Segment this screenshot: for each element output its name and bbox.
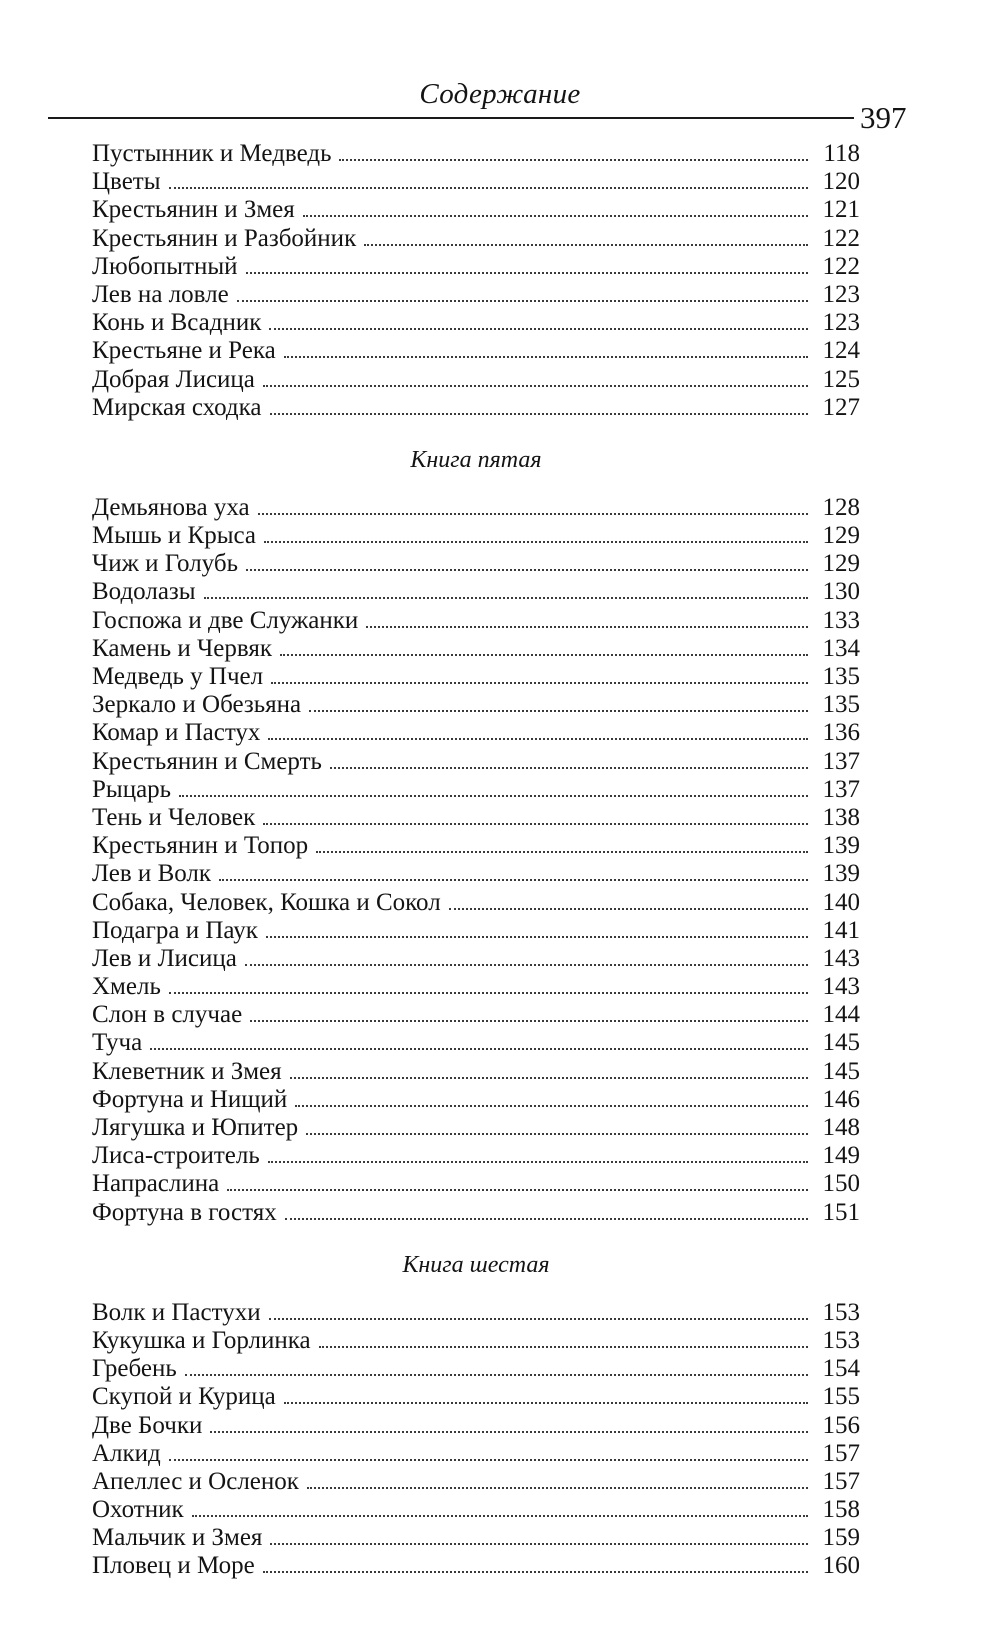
entry-page-number: 127 xyxy=(822,393,860,421)
dot-leader xyxy=(284,356,808,358)
entry-page-number: 137 xyxy=(822,775,860,803)
toc-entry xyxy=(92,337,860,365)
toc-entry xyxy=(92,1383,860,1411)
toc-entry xyxy=(92,719,860,747)
entry-page-number: 148 xyxy=(822,1114,860,1141)
entry-page-number: 158 xyxy=(822,1496,860,1524)
toc-entry xyxy=(92,309,860,337)
entry-title: Любопытный xyxy=(92,252,238,280)
entry-title: Кукушка и Горлинка xyxy=(92,1326,311,1354)
entry-title: Фортуна и Нищий xyxy=(92,1085,288,1113)
dot-leader xyxy=(192,1515,808,1517)
toc-entry xyxy=(92,1299,860,1327)
entry-page-number: 124 xyxy=(822,337,860,365)
entry-page-number: 125 xyxy=(822,365,860,393)
entry-title: Лев и Лисица xyxy=(92,944,237,972)
toc-entry xyxy=(92,1524,860,1552)
entry-title: Скупой и Курица xyxy=(92,1383,276,1411)
toc-entry xyxy=(92,691,860,719)
dot-leader xyxy=(263,823,808,825)
dot-leader xyxy=(316,851,808,853)
entry-title: Хмель xyxy=(92,973,161,1001)
toc-entry xyxy=(92,1552,860,1580)
dot-leader xyxy=(270,1543,808,1545)
entry-page-number: 154 xyxy=(822,1355,860,1383)
toc-entry xyxy=(92,494,860,522)
dot-leader xyxy=(268,1161,808,1163)
dot-leader xyxy=(268,738,808,740)
toc-entry xyxy=(92,860,860,888)
entry-title: Демьянова уха xyxy=(92,493,250,521)
dot-leader xyxy=(280,654,808,656)
entry-page-number: 155 xyxy=(822,1383,860,1411)
dot-leader xyxy=(204,597,808,599)
dot-leader xyxy=(269,1318,808,1320)
dot-leader xyxy=(179,795,808,797)
entry-page-number: 150 xyxy=(822,1170,860,1198)
dot-leader xyxy=(285,1218,808,1220)
entry-page-number: 129 xyxy=(822,522,860,550)
dot-leader xyxy=(237,300,808,302)
toc-entry xyxy=(92,607,860,635)
dot-leader xyxy=(246,272,808,274)
entry-page-number: 145 xyxy=(822,1029,860,1057)
dot-leader xyxy=(150,1048,808,1050)
entry-title: Гребень xyxy=(92,1355,177,1383)
toc-entry xyxy=(92,635,860,663)
toc-entry xyxy=(92,1440,860,1468)
toc-entry-list xyxy=(92,494,860,1227)
dot-leader xyxy=(269,328,808,330)
dot-leader xyxy=(319,1346,808,1348)
toc-entry-list xyxy=(92,1299,860,1581)
toc-entry xyxy=(92,1355,860,1383)
entry-page-number: 143 xyxy=(822,944,860,972)
toc-entry xyxy=(92,1468,860,1496)
entry-title: Пловец и Море xyxy=(92,1552,255,1580)
dot-leader xyxy=(169,1459,808,1461)
entry-title: Тень и Человек xyxy=(92,803,256,831)
dot-leader xyxy=(258,513,808,515)
entry-page-number: 153 xyxy=(822,1326,860,1354)
dot-leader xyxy=(295,1105,808,1107)
entry-page-number: 151 xyxy=(822,1198,860,1226)
entry-page-number: 137 xyxy=(822,747,860,775)
entry-title: Апеллес и Осленок xyxy=(92,1467,299,1495)
toc-entry xyxy=(92,522,860,550)
header-rule xyxy=(48,117,854,119)
entry-page-number: 145 xyxy=(822,1057,860,1085)
toc-entry xyxy=(92,917,860,945)
entry-title: Добрая Лисица xyxy=(92,365,255,393)
entry-page-number: 123 xyxy=(822,280,860,308)
table-of-contents xyxy=(92,140,860,1581)
toc-entry xyxy=(92,1199,860,1227)
toc-entry xyxy=(92,1142,860,1170)
entry-page-number: 122 xyxy=(822,252,860,280)
entry-title: Мышь и Крыса xyxy=(92,522,257,550)
entry-page-number: 139 xyxy=(822,832,860,860)
entry-page-number: 121 xyxy=(822,196,860,224)
toc-entry xyxy=(92,663,860,691)
entry-page-number: 135 xyxy=(822,691,860,719)
entry-title: Цветы xyxy=(92,168,161,196)
toc-entry xyxy=(92,776,860,804)
entry-page-number: 129 xyxy=(822,550,860,578)
entry-page-number: 138 xyxy=(822,803,860,831)
toc-entry xyxy=(92,1001,860,1029)
dot-leader xyxy=(309,710,808,712)
dot-leader xyxy=(284,1402,808,1404)
entry-page-number: 149 xyxy=(822,1142,860,1170)
entry-page-number: 136 xyxy=(822,719,860,747)
entry-page-number: 156 xyxy=(822,1411,860,1439)
entry-title: Лев и Волк xyxy=(92,860,212,888)
entry-page-number: 141 xyxy=(822,916,860,944)
entry-page-number: 143 xyxy=(822,973,860,1001)
toc-entry xyxy=(92,1058,860,1086)
entry-title: Пустынник и Медведь xyxy=(92,140,332,167)
entry-title: Камень и Червяк xyxy=(92,634,272,662)
dot-leader xyxy=(169,992,808,994)
entry-title: Собака, Человек, Кошка и Сокол xyxy=(92,888,441,916)
dot-leader xyxy=(185,1374,808,1376)
entry-title: Туча xyxy=(92,1029,143,1057)
entry-page-number: 128 xyxy=(822,493,860,521)
dot-leader xyxy=(169,187,808,189)
entry-page-number: 157 xyxy=(822,1467,860,1495)
toc-entry xyxy=(92,196,860,224)
toc-entry xyxy=(92,889,860,917)
toc-entry xyxy=(92,1029,860,1057)
dot-leader xyxy=(271,682,808,684)
entry-title: Волк и Пастухи xyxy=(92,1298,261,1326)
toc-entry xyxy=(92,945,860,973)
toc-entry xyxy=(92,748,860,776)
dot-leader xyxy=(250,1020,808,1022)
entry-title: Две Бочки xyxy=(92,1411,203,1439)
toc-entry xyxy=(92,366,860,394)
entry-page-number: 118 xyxy=(823,140,860,167)
dot-leader xyxy=(219,879,808,881)
entry-title: Охотник xyxy=(92,1496,184,1524)
entry-title: Слон в случае xyxy=(92,1001,243,1029)
dot-leader xyxy=(364,244,808,246)
entry-page-number: 134 xyxy=(822,634,860,662)
entry-title: Лиса-строитель xyxy=(92,1142,260,1170)
entry-page-number: 133 xyxy=(822,606,860,634)
toc-entry xyxy=(92,578,860,606)
entry-title: Рыцарь xyxy=(92,775,172,803)
dot-leader xyxy=(264,541,808,543)
entry-page-number: 157 xyxy=(822,1439,860,1467)
entry-title: Чиж и Голубь xyxy=(92,550,238,578)
section-heading: Книга шестая xyxy=(402,1251,550,1278)
toc-entry xyxy=(92,973,860,1001)
entry-title: Напраслина xyxy=(92,1170,220,1198)
entry-title: Конь и Всадник xyxy=(92,309,262,337)
entry-page-number: 153 xyxy=(822,1298,860,1326)
dot-leader xyxy=(449,908,808,910)
page-number: 397 xyxy=(860,100,907,135)
toc-entry xyxy=(92,140,860,168)
toc-entry xyxy=(92,253,860,281)
entry-title: Клеветник и Змея xyxy=(92,1057,282,1085)
entry-title: Крестьянин и Смерть xyxy=(92,747,322,775)
entry-title: Фортуна в гостях xyxy=(92,1198,277,1226)
entry-title: Медведь у Пчел xyxy=(92,663,264,690)
toc-entry xyxy=(92,168,860,196)
entry-title: Лев на ловле xyxy=(92,280,229,308)
dot-leader xyxy=(263,385,808,387)
entry-title: Мальчик и Змея xyxy=(92,1524,263,1552)
dot-leader xyxy=(339,159,808,161)
entry-title: Крестьянин и Змея xyxy=(92,196,295,224)
entry-title: Подагра и Паук xyxy=(92,916,258,944)
entry-page-number: 130 xyxy=(822,578,860,606)
dot-leader xyxy=(227,1189,808,1191)
dot-leader xyxy=(210,1431,808,1433)
toc-entry xyxy=(92,281,860,309)
entry-page-number: 140 xyxy=(822,888,860,916)
dot-leader xyxy=(303,215,808,217)
toc-entry xyxy=(92,1327,860,1355)
toc-entry xyxy=(92,550,860,578)
entry-title: Комар и Пастух xyxy=(92,719,261,747)
entry-title: Крестьянин и Топор xyxy=(92,832,309,860)
dot-leader xyxy=(307,1487,808,1489)
toc-entry xyxy=(92,804,860,832)
section-heading: Книга пятая xyxy=(410,446,542,473)
entry-page-number: 139 xyxy=(822,860,860,888)
toc-entry xyxy=(92,394,860,422)
toc-entry xyxy=(92,1496,860,1524)
toc-section xyxy=(92,140,860,422)
entry-page-number: 120 xyxy=(822,168,860,196)
entry-page-number: 160 xyxy=(822,1552,860,1580)
entry-page-number: 122 xyxy=(822,224,860,252)
dot-leader xyxy=(266,936,808,938)
toc-entry xyxy=(92,832,860,860)
entry-title: Госпожа и две Служанки xyxy=(92,606,359,634)
running-title: Содержание xyxy=(419,78,581,110)
entry-title: Водолазы xyxy=(92,578,196,606)
dot-leader xyxy=(306,1133,808,1135)
entry-page-number: 135 xyxy=(822,663,860,690)
entry-title: Зеркало и Обезьяна xyxy=(92,691,302,719)
toc-entry xyxy=(92,1114,860,1142)
entry-page-number: 123 xyxy=(822,309,860,337)
entry-title: Лягушка и Юпитер xyxy=(92,1114,299,1141)
dot-leader xyxy=(330,767,808,769)
entry-title: Мирская сходка xyxy=(92,393,262,421)
dot-leader xyxy=(290,1077,808,1079)
toc-section xyxy=(92,444,860,1227)
toc-section xyxy=(92,1249,860,1581)
toc-entry xyxy=(92,225,860,253)
dot-leader xyxy=(366,626,808,628)
toc-entry-list xyxy=(92,140,860,422)
entry-title: Алкид xyxy=(92,1439,161,1467)
dot-leader xyxy=(270,413,809,415)
entry-page-number: 146 xyxy=(822,1085,860,1113)
toc-entry xyxy=(92,1086,860,1114)
entry-page-number: 144 xyxy=(822,1001,860,1029)
dot-leader xyxy=(246,569,808,571)
entry-page-number: 159 xyxy=(822,1524,860,1552)
toc-entry xyxy=(92,1412,860,1440)
entry-title: Крестьяне и Река xyxy=(92,337,276,365)
toc-entry xyxy=(92,1170,860,1198)
entry-title: Крестьянин и Разбойник xyxy=(92,224,357,252)
dot-leader xyxy=(263,1571,808,1573)
dot-leader xyxy=(245,964,808,966)
